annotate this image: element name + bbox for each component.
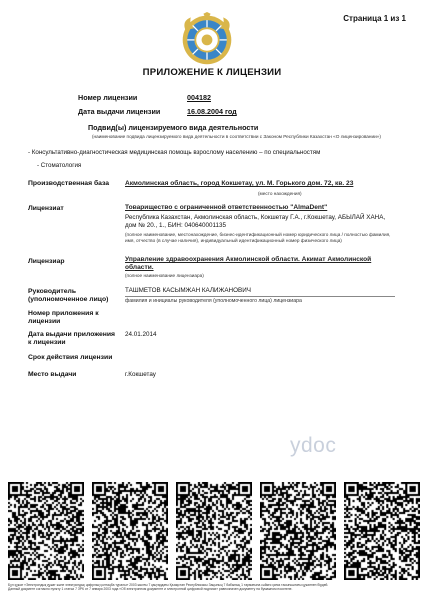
- head-label-line: Руководитель: [28, 288, 77, 295]
- footer-line: Бұл құжат «Электрондық құжат және электрондық цифрлық қолтаңба туралы» 2003 жылғы 7 қаңтардағы Қазақстан Республикасы Заңының 7 бабының 1 тармағына сәйкес қағаз тасығыштағы құжатпен бірдей.: [8, 583, 329, 587]
- base-value: Акмолинская область, город Кокшетау, ул. М. Горького дом. 72, кв. 23: [125, 180, 354, 187]
- watermark: ydoc: [290, 434, 337, 457]
- appendix-date-label-line: Дата выдачи приложения: [28, 331, 116, 338]
- head-label-line: (уполномоченное лицо): [28, 296, 109, 304]
- head-label: [28, 288, 108, 304]
- appendix-number-label-line: лицензии: [28, 318, 61, 326]
- base-note: (место нахождения): [258, 191, 302, 196]
- place-label: Место выдачи: [28, 371, 77, 378]
- footer-legal-text: [8, 583, 418, 592]
- head-value: ТАШМЕТОВ КАСЫМЖАН КАЛИЖАНОВИЧ: [125, 287, 251, 294]
- subtype-item: - Консультативно-диагностическая медицинская помощь взрослому населению – по специальностям: [28, 149, 321, 156]
- appendix-number-label: [28, 310, 99, 326]
- licensee-details: Республика Казахстан, Акмолинская область, Кокшетау Г.А., г.Кокшетау, АБЫЛАЙ ХАНА, дом № 20., 1., БИН: 040640001135: [125, 214, 386, 229]
- license-number-label: Номер лицензии: [78, 93, 138, 102]
- page-title: ПРИЛОЖЕНИЕ К ЛИЦЕНЗИИ: [142, 67, 282, 78]
- qr-code: [344, 482, 420, 580]
- state-emblem-icon: [180, 12, 234, 66]
- licensee-label: Лицензиат: [28, 205, 64, 212]
- qr-code: [8, 482, 84, 580]
- footer-line: Данный документ согласно пункту 1 статьи 7 ЗРК от 7 января 2003 года «Об электронном документе и электронной цифровой подписи» равнозначен документу на бумажном носителе.: [8, 587, 293, 592]
- divider: [125, 296, 395, 297]
- appendix-date-value: 24.01.2014: [125, 331, 157, 338]
- license-number-value: 004182: [187, 93, 211, 102]
- appendix-date-label-line: к лицензии: [28, 339, 66, 347]
- subtype-item: - Стоматология: [37, 162, 82, 169]
- licensee-note: (полное наименование, местонахождение, бизнес-идентификационный номер юридического лица / полностью фамилия, имя, отчество (в случае наличия), индивидуальный идентификационный номер физического лица): [125, 232, 391, 243]
- licensor-note: (полное наименование лицензиара): [125, 273, 204, 278]
- licensor-value: Управление здравоохранения Акмолинской области. Акимат Акмолинской области.: [125, 256, 372, 271]
- appendix-date-label: [28, 331, 115, 347]
- license-date-label: Дата выдачи лицензии: [78, 107, 161, 116]
- licensor-label: Лицензиар: [28, 258, 65, 265]
- subtypes-heading: Подвид(ы) лицензируемого вида деятельности: [88, 123, 259, 132]
- licensee-name: Товарищество с ограниченной ответственностью "AlmaDent": [125, 204, 328, 211]
- subtypes-note: (наименование подвида лицензируемого вида деятельности в соответствии с Законом Республики Казахстан «О лицензировании»): [92, 134, 381, 139]
- page-counter: Страница 1 из 1: [343, 14, 406, 23]
- base-label: Производственная база: [28, 180, 110, 187]
- validity-label: Срок действия лицензии: [28, 354, 113, 361]
- head-note: фамилия и инициалы руководителя (уполномоченного лица) лицензиара: [125, 298, 302, 304]
- appendix-number-label-line: Номер приложения к: [28, 310, 99, 317]
- qr-code: [176, 482, 252, 580]
- qr-code: [92, 482, 168, 580]
- place-value: г.Кокшетау: [125, 371, 156, 378]
- qr-code: [260, 482, 336, 580]
- license-date-value: 16.08.2004 год: [187, 107, 237, 116]
